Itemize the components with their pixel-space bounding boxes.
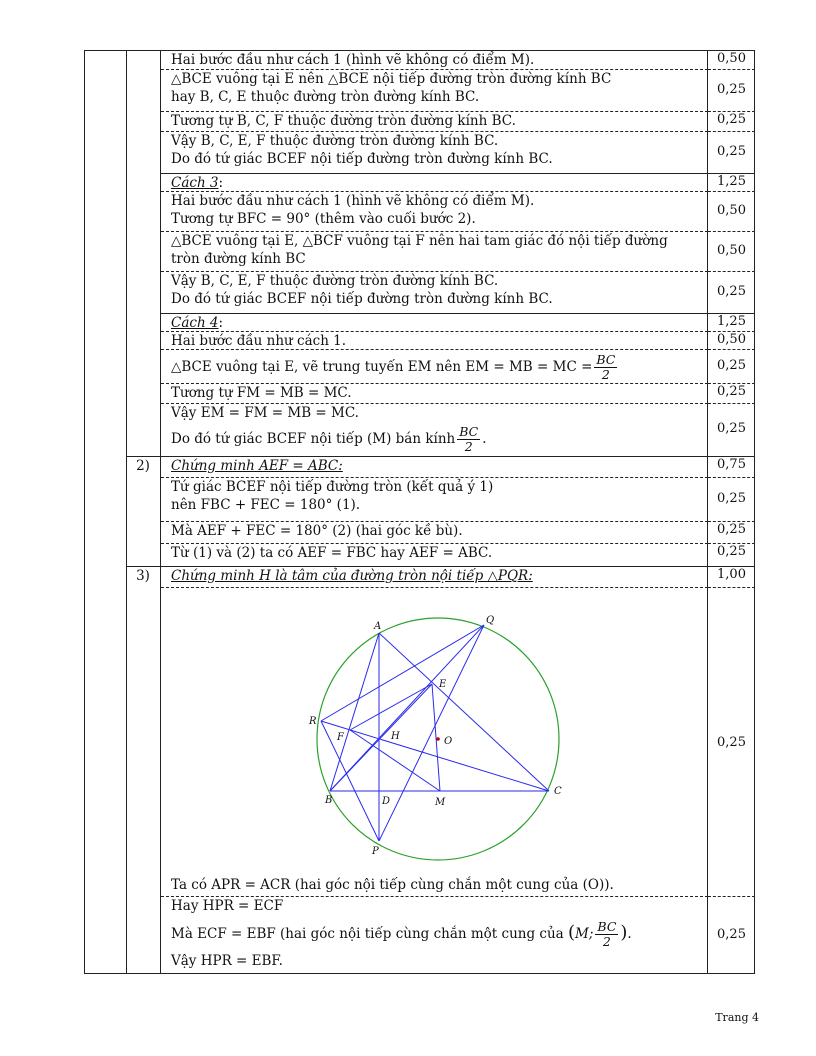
svg-text:M: M bbox=[435, 797, 446, 808]
svg-text:H: H bbox=[391, 731, 400, 742]
point-cell: 0,25 bbox=[708, 477, 755, 521]
answer-row: Vậy EM = FM = MB = MC. Do đó tứ giác BCEF nội tiếp (M) bán kính $\frac{BC}{2}$ . bbox=[161, 403, 708, 456]
row-text: Tứ giác BCEF nội tiếp đường tròn (kết quả ý 1) bbox=[171, 479, 494, 495]
answer-row bbox=[161, 331, 708, 349]
row-text: Mà AEF + FEC = 180° (2) (hai góc kề bù). bbox=[171, 523, 463, 539]
point-cell: 1,25 bbox=[708, 313, 755, 331]
svg-text:E: E bbox=[439, 679, 447, 690]
point-cell: 0,50 bbox=[708, 231, 755, 271]
table-col-divider-1 bbox=[126, 50, 127, 974]
answer-row bbox=[161, 111, 708, 131]
row-text: hay B, C, E thuộc đường tròn đường kính BC. bbox=[171, 89, 480, 105]
answer-row bbox=[161, 521, 708, 543]
point-cell: 0,75 bbox=[717, 457, 746, 472]
svg-text:C: C bbox=[554, 786, 562, 797]
point-cell: 0,50 bbox=[708, 331, 755, 349]
point-cell: 0,25 bbox=[708, 69, 755, 111]
row-text: Tương tự B, C, F thuộc đường tròn đường kính BC. bbox=[171, 113, 516, 129]
segment-PR bbox=[321, 721, 379, 841]
answer-row bbox=[161, 231, 708, 271]
point-cell: 0,50 bbox=[717, 51, 746, 66]
row-text: Vậy HPR = EBF. bbox=[171, 953, 283, 969]
fraction: $\frac{BC}{2}$ bbox=[459, 424, 479, 454]
point-cell: 0,25 bbox=[708, 403, 755, 456]
method-heading: Cách 3: bbox=[161, 173, 708, 191]
center-point-O bbox=[436, 737, 440, 741]
point-cell: 1,00 bbox=[717, 567, 746, 582]
row-text: Tương tự BFC = 90° (thêm vào cuối bước 2). bbox=[171, 211, 476, 227]
point-cell: 0,25 bbox=[708, 271, 755, 313]
row-text: Tương tự FM = MB = MC. bbox=[171, 385, 352, 401]
point-cell: 1,25 bbox=[708, 173, 755, 191]
row-text: nên FBC + FEC = 180° (1). bbox=[171, 497, 361, 513]
row-text: Hai bước đầu như cách 1 (hình vẽ không có điểm M). bbox=[171, 193, 535, 209]
row-text: Do đó tứ giác BCEF nội tiếp đường tròn đường kính BC. bbox=[171, 291, 553, 307]
fraction: $\frac{BC}{2}$ bbox=[597, 919, 617, 949]
part-heading bbox=[161, 457, 708, 477]
answer-row: Hay HPR = ECF Mà ECF = EBF (hai góc nội tiếp cùng chắn một cung của (M; $\frac{BC}{2}$ ). Vậy HPR = EBF. bbox=[161, 896, 708, 973]
svg-text:B: B bbox=[325, 795, 333, 806]
svg-text:A: A bbox=[374, 621, 382, 632]
method-label: Cách 3 bbox=[171, 175, 219, 191]
point-cell: 0,25 bbox=[708, 131, 755, 173]
method-label: Cách 4 bbox=[171, 315, 219, 331]
row-text: △BCE vuông tại E, △BCF vuông tại F nên hai tam giác đó nội tiếp đường bbox=[171, 233, 668, 249]
row-text: △BCE vuông tại E, vẽ trung tuyến EM nên EM = MB = MC = bbox=[171, 359, 593, 375]
part-heading-text: Chứng minh AEF = ABC: bbox=[171, 458, 343, 474]
answer-row bbox=[161, 51, 708, 69]
segment-RQ bbox=[321, 625, 484, 721]
part-number: 2) bbox=[136, 458, 150, 474]
row-text: Vậy EM = FM = MB = MC. bbox=[171, 405, 359, 421]
row-text: Từ (1) và (2) ta có AEF = FBC hay AEF = ABC. bbox=[171, 545, 493, 561]
row-text: Vậy B, C, E, F thuộc đường tròn đường kính BC. bbox=[171, 133, 499, 149]
row-text: Ta có APR = ACR (hai góc nội tiếp cùng chắn một cung của (O)). bbox=[171, 877, 614, 893]
row-text: △BCE vuông tại E nên △BCE nội tiếp đường tròn đường kính BC bbox=[171, 71, 612, 87]
svg-text:P: P bbox=[372, 846, 379, 857]
point-cell: 0,25 bbox=[708, 896, 755, 973]
row-text: Mà ECF = EBF (hai góc nội tiếp cùng chắn một cung của bbox=[171, 926, 564, 942]
row-text: tròn đường kính BC bbox=[171, 251, 306, 267]
answer-row bbox=[161, 876, 708, 896]
fraction: $\frac{BC}{2}$ bbox=[596, 352, 616, 382]
row-text: Hai bước đầu như cách 1. bbox=[171, 333, 347, 349]
part-heading-text: Chứng minh H là tâm của đường tròn nội tiếp △PQR: bbox=[171, 568, 533, 584]
segment-AB bbox=[330, 633, 379, 791]
table-border-left bbox=[84, 50, 85, 974]
table-border-bottom bbox=[84, 973, 755, 974]
point-cell: 0,25 bbox=[708, 543, 755, 566]
answer-row bbox=[161, 477, 708, 521]
row-text: Hay HPR = ECF bbox=[171, 898, 284, 914]
answer-row bbox=[161, 349, 708, 383]
point-cell: 0,25 bbox=[708, 587, 755, 896]
svg-text:D: D bbox=[382, 796, 391, 807]
row-text: Vậy B, C, E, F thuộc đường tròn đường kính BC. bbox=[171, 273, 499, 289]
method-heading: Cách 4: bbox=[161, 313, 708, 331]
svg-text:R: R bbox=[309, 716, 317, 727]
answer-row bbox=[161, 543, 708, 566]
answer-row bbox=[161, 69, 708, 111]
geometry-figure bbox=[300, 610, 580, 865]
answer-row bbox=[161, 131, 708, 173]
svg-text:O: O bbox=[444, 736, 453, 747]
part-heading bbox=[161, 567, 708, 587]
point-cell: 0,50 bbox=[708, 191, 755, 231]
point-cell: 0,25 bbox=[708, 383, 755, 403]
row-text: Do đó tứ giác BCEF nội tiếp đường tròn đường kính BC. bbox=[171, 151, 553, 167]
row-text: Do đó tứ giác BCEF nội tiếp (M) bán kính bbox=[171, 431, 456, 447]
svg-text:Q: Q bbox=[486, 615, 495, 626]
point-cell: 0,25 bbox=[708, 111, 755, 131]
answer-row bbox=[161, 271, 708, 313]
svg-text:F: F bbox=[337, 732, 344, 743]
page-footer: Trang 4 bbox=[715, 1011, 759, 1024]
segment-CR bbox=[321, 721, 549, 791]
point-cell: 0,25 bbox=[708, 349, 755, 383]
answer-row bbox=[161, 383, 708, 403]
part-number: 3) bbox=[136, 568, 150, 584]
answer-row bbox=[161, 191, 708, 231]
row-text: Hai bước đầu như cách 1 (hình vẽ không có điểm M). bbox=[171, 52, 535, 68]
segment-FE bbox=[350, 684, 432, 730]
point-cell: 0,25 bbox=[708, 521, 755, 543]
